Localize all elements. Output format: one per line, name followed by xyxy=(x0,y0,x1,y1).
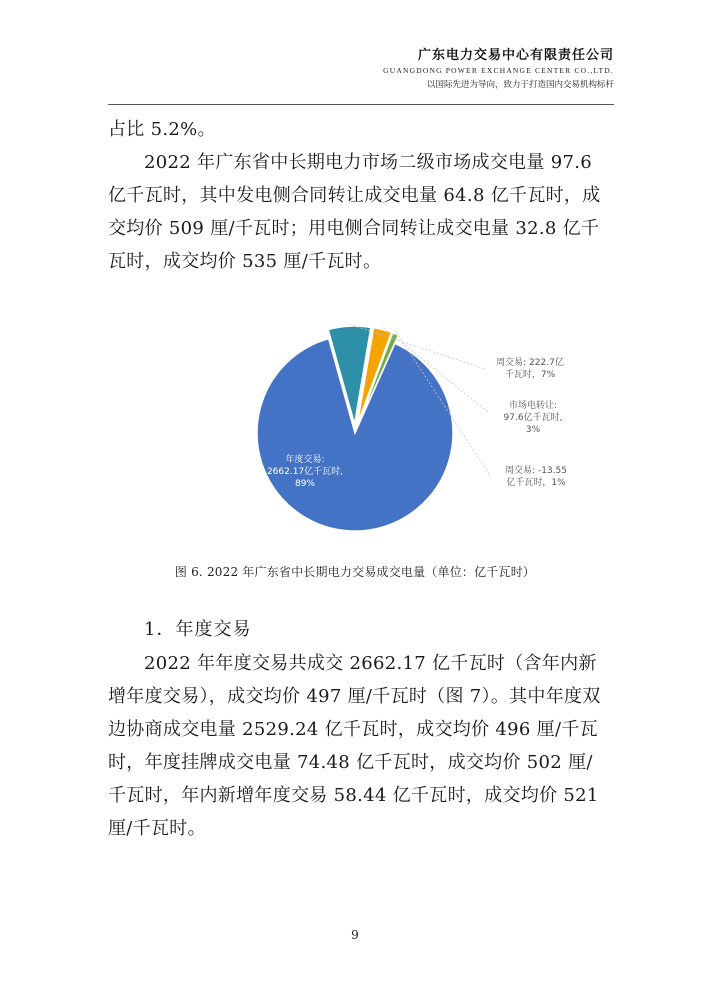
slice-label: 市场电转让: 97.6亿千瓦时, 3% xyxy=(503,401,563,435)
slice-label: 周交易: -13.55 亿千瓦时，1% xyxy=(505,466,567,488)
paragraph-annual-trading: 2022 年年度交易共成交 2662.17 亿千瓦时（含年内新增年度交易），成交均价 497 厘/千瓦时（图 7）。其中年度双边协商成交电量 2529.24 亿千瓦时，成交均价 496 厘/千瓦时，年度挂牌成交电量 74.48 亿千瓦时，成交均价 502 厘/千瓦时，年内新增年度交易 58.44 亿千瓦时，成交均价 521 厘/千瓦时。 xyxy=(108,653,601,839)
pie-chart-svg xyxy=(140,290,580,540)
pie-chart xyxy=(140,290,580,540)
page-header xyxy=(383,44,614,90)
page-number: 9 xyxy=(351,928,359,942)
slice-label: 周交易: 222.7亿千瓦时，7% xyxy=(496,358,564,380)
section-heading: 1．年度交易 xyxy=(144,619,252,640)
header-divider xyxy=(108,104,614,105)
section-body xyxy=(108,647,608,845)
company-slogan: 以国际先进为导向，致力于打造国内交易机构标杆 xyxy=(426,80,614,90)
figure-caption: 图 6. 2022 年广东省中长期电力交易成交电量（单位：亿千瓦时） xyxy=(174,565,536,579)
paragraph-continuation: 占比 5.2%。 xyxy=(108,119,216,140)
company-name: 广东电力交易中心有限责任公司 xyxy=(417,48,614,63)
company-name-en: GUANGDONG POWER EXCHANGE CENTER CO.,LTD. xyxy=(383,66,614,75)
slice-label: 年度交易: 2662.17亿千瓦时, 89% xyxy=(266,455,344,489)
intro-text xyxy=(108,113,608,278)
paragraph-secondary-market: 2022 年广东省中长期电力市场二级市场成交电量 97.6 亿千瓦时，其中发电侧合同转让成交电量 64.8 亿千瓦时，成交均价 509 厘/千瓦时；用电侧合同转让成交电量 32.8 亿千瓦时，成交均价 535 厘/千瓦时。 xyxy=(108,152,601,272)
